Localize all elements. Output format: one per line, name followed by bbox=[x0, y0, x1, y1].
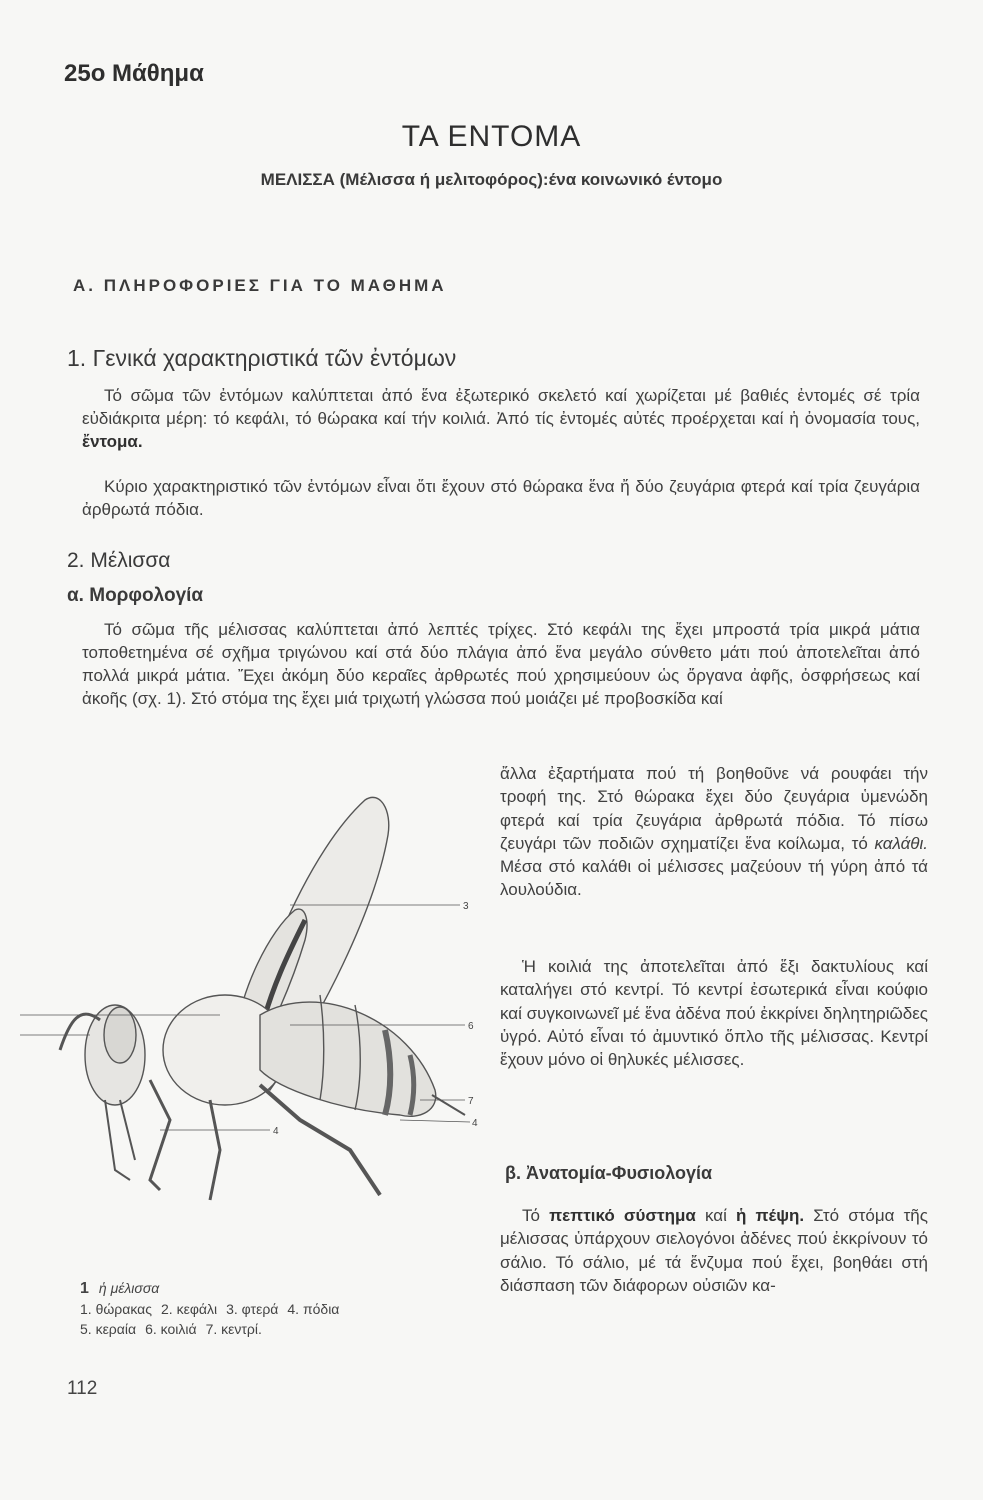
lesson-number: 25ο Μάθημα bbox=[64, 60, 204, 87]
caption-item: 7. κεντρί. bbox=[205, 1321, 262, 1337]
figure-label-4a: 4 bbox=[273, 1126, 279, 1137]
figure-label-7: 7 bbox=[468, 1096, 474, 1107]
section-1-heading: 1. Γενικά χαρακτηριστικά τῶν ἐντόμων bbox=[67, 345, 457, 371]
caption-item: 6. κοιλιά bbox=[145, 1321, 197, 1337]
section-a-heading: Α. ΠΛΗΡΟΦΟΡΙΕΣ ΓΙΑ ΤΟ ΜΑΘΗΜΑ bbox=[73, 276, 447, 295]
morphology-continued bbox=[500, 762, 928, 902]
p6-text-start: Τό bbox=[522, 1206, 540, 1225]
figure-label-4b: 4 bbox=[472, 1118, 478, 1129]
bee-mouthparts bbox=[105, 1100, 135, 1180]
abdomen-paragraph bbox=[500, 955, 928, 1071]
p1-text: Τό σῶμα τῶν ἐντόμων καλύπτεται ἀπό ἕνα ἐξωτερικό σκελετό καί χωρίζεται μέ βαθιές ἐντομές σέ τρία εὐδιάκριτα μέρη: τό κεφάλι, τό θώρακα καί τήν κοιλιά. Ἀπό τίς ἐντομές αὐτές προέρχεται καί ἡ ὀνομασία τους, bbox=[82, 386, 920, 428]
bee-illustration bbox=[20, 790, 500, 1210]
bee-sting bbox=[432, 1095, 465, 1115]
p4-text-end: Μέσα στό καλάθι οἱ μέλισσες μαζεύουν τή γύρη ἀπό τά λουλούδια. bbox=[500, 857, 928, 900]
page-number: 112 bbox=[67, 1378, 98, 1399]
p4-italic-term: καλάθι. bbox=[874, 833, 928, 853]
caption-item: 1. θώρακας bbox=[80, 1301, 153, 1317]
bee-leg-front bbox=[150, 1080, 170, 1190]
figure-caption bbox=[80, 1278, 348, 1339]
caption-row-1 bbox=[80, 1299, 348, 1319]
caption-title: ἡ μέλισσα bbox=[98, 1280, 160, 1296]
caption-item: 3. φτερά bbox=[226, 1301, 279, 1317]
figure-label-6: 6 bbox=[468, 1021, 474, 1032]
bee-eye bbox=[104, 1007, 136, 1063]
p3-text: Τό σῶμα τῆς μέλισσας καλύπτεται ἀπό λεπτές τρίχες. Στό κεφάλι της ἔχει μπροστά τρία μικρά μάτια τοποθετημένα σέ σχῆμα τριγώνου καί στά δύο πλάγια ἀπό ἕνα μεγάλο σύνθετο μάτι πού ἀποτελεῖται ἀπό πολλά μικρά μάτια. Ἔχει ἀκόμη δύο κεραῖες ἀρθρωτές πού χρησιμεύουν ὡς ὄργανα ἀφῆς, ὀσφρήσεως καί ἀκοῆς (σχ. 1). Στό στόμα της ἔχει μιά τριχωτή γλώσσα πού μοιάζει μέ προβοσκίδα καί bbox=[82, 620, 920, 708]
bee-leg-middle bbox=[210, 1100, 220, 1200]
subsection-b-heading: β. Ἀνατομία-Φυσιολογία bbox=[505, 1163, 713, 1183]
p1-bold-term: ἔντομα. bbox=[82, 432, 143, 451]
p6-text-mid: καί bbox=[705, 1206, 727, 1225]
p6-bold-term-2: ἡ πέψη. bbox=[736, 1206, 805, 1225]
caption-title-row bbox=[80, 1278, 348, 1299]
p2-text: Κύριο χαρακτηριστικό τῶν ἐντόμων εἶναι ὅτι ἔχουν στό θώρακα ἕνα ἤ δύο ζευγάρια φτερά καί τρία ζευγάρια ἀρθρωτά πόδια. bbox=[82, 477, 920, 519]
digestion-paragraph bbox=[500, 1204, 928, 1297]
page-subtitle: ΜΕΛΙΣΣΑ (Μέλισσα ή μελιτοφόρος):ένα κοινωνικό έντομο bbox=[260, 170, 723, 189]
section-1-paragraph-2 bbox=[82, 475, 920, 521]
section-1-paragraph-1 bbox=[82, 384, 920, 453]
caption-item: 2. κεφάλι bbox=[161, 1301, 218, 1317]
section-2-heading: 2. Μέλισσα bbox=[67, 549, 171, 572]
p4-text: ἄλλα ἐξαρτήματα πού τή βοηθοῦνε νά ρουφάει τήν τροφή της. Στό θώρακα ἔχει δύο ζευγάρια ὑμενώδη φτερά καί τρία ζευγάρια ἀρθρωτά πόδια. Τό πίσω ζευγάρι τῶν ποδιῶν σχηματίζει ἕνα κοίλωμα, τό bbox=[500, 764, 928, 853]
p6-text-end: Στό στόμα τῆς μέλισσας ὑπάρχουν σιελογόνοι ἀδένες πού ἐκκρίνουν τό σάλιο. Τό σάλιο, μέ τά ἔνζυμα πού ἔχει, βοηθάει στή διάσπαση τῶν διάφορων οὐσιῶν κα- bbox=[500, 1206, 928, 1295]
morphology-paragraph bbox=[82, 618, 920, 710]
figure-label-3: 3 bbox=[463, 901, 469, 912]
subsection-a-heading: α. Μορφολογία bbox=[67, 585, 204, 606]
caption-number: 1 bbox=[80, 1280, 89, 1297]
p6-bold-term-1: πεπτικό σύστημα bbox=[549, 1206, 696, 1225]
p5-text: Ἡ κοιλιά της ἀποτελεῖται ἀπό ἕξι δακτυλίους καί καταλήγει στό κεντρί. Τό κεντρί ἐσωτερικά εἶναι κούφιο καί συγκοινωνεῖ μέ ἕνα ἀδένα πού ἐκκρίνει δηλητηριῶδες ὑγρό. Αὐτό εἶναι τό ἀμυντικό ὅπλο τῆς μέλισσας. Κεντρί ἔχουν μόνο οἱ θηλυκές μέλισσες. bbox=[500, 957, 928, 1070]
caption-item: 4. πόδια bbox=[287, 1301, 340, 1317]
caption-item: 5. κεραία bbox=[80, 1321, 137, 1337]
caption-row-2 bbox=[80, 1319, 348, 1339]
page-title: ΤΑ ΕΝΤΟΜΑ bbox=[401, 120, 582, 153]
